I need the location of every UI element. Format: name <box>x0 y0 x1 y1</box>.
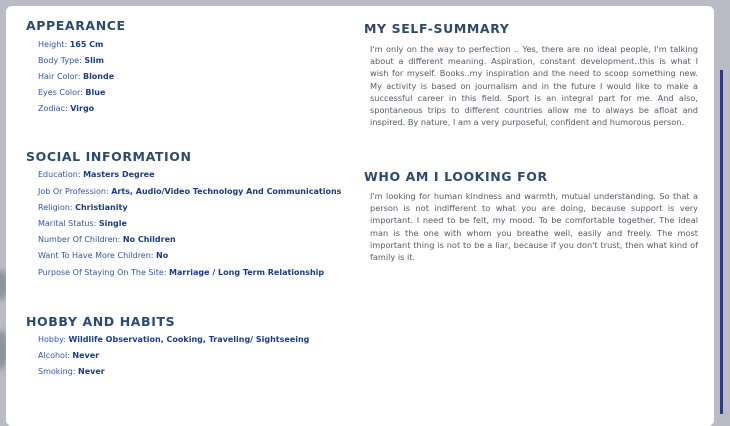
field-label: Purpose Of Staying On The Site: <box>38 268 167 277</box>
field-label: Hair Color: <box>38 72 81 81</box>
field-label: Want To Have More Children: <box>38 251 154 260</box>
field-label: Body Type: <box>38 56 82 65</box>
field-purpose <box>38 268 324 277</box>
field-hair-color <box>38 72 114 81</box>
field-value: Arts, Audio/Video Technology And Communications <box>111 187 342 196</box>
field-education <box>38 170 155 179</box>
field-value: Single <box>98 219 127 228</box>
field-value: 165 Cm <box>69 40 104 49</box>
field-religion <box>38 203 128 212</box>
field-hobby <box>38 335 309 344</box>
field-body-type <box>38 56 104 65</box>
scroll-rail <box>720 70 723 414</box>
field-label: Smoking: <box>38 367 76 376</box>
field-label: Religion: <box>38 203 73 212</box>
field-zodiac <box>38 104 94 113</box>
field-value: Virgo <box>70 104 95 113</box>
field-value: Christianity <box>75 203 128 212</box>
looking-for-title: WHO AM I LOOKING FOR <box>364 169 548 184</box>
field-eyes-color <box>38 88 105 97</box>
field-value: No <box>156 251 169 260</box>
field-value: Slim <box>84 56 104 65</box>
field-value: Blue <box>85 88 106 97</box>
profile-details-card <box>6 6 714 426</box>
field-height <box>38 40 103 49</box>
field-value: Masters Degree <box>83 170 155 179</box>
field-label: Eyes Color: <box>38 88 83 97</box>
field-number-of-children <box>38 235 176 244</box>
field-value: No Children <box>122 235 176 244</box>
self-summary-text: I'm only on the way to perfection .. Yes, there are no ideal people, I'm talking about a different meaning. Aspiration, constant development..this is what I wish for myself. Books..my inspiration and the need to scoop something new. My activity is based on journalism and in the future I would like to make a successful career in this field. Sport is an integral part for me. And also, spontaneous trips to different countries allow me to always be afloat and inspired. By nature, I am a very purposeful, confident and humorous person. <box>370 44 698 128</box>
field-smoking <box>38 367 105 376</box>
field-value: Never <box>78 367 105 376</box>
field-label: Marital Status: <box>38 219 97 228</box>
field-label: Height: <box>38 40 68 49</box>
field-label: Number Of Children: <box>38 235 121 244</box>
field-value: Blonde <box>82 72 115 81</box>
field-label: Education: <box>38 170 81 179</box>
appearance-title: APPEARANCE <box>26 18 126 33</box>
field-label: Alcohol: <box>38 351 70 360</box>
social-information-title: SOCIAL INFORMATION <box>26 149 192 164</box>
field-job <box>38 187 341 196</box>
field-value: Marriage / Long Term Relationship <box>169 268 325 277</box>
looking-for-text: I'm looking for human kindness and warmth, mutual understanding. So that a person is not indifferent to what you are doing, because support is very important. I need to be felt, my mood. To be comfortable together. The ideal man is the one with whom you breathe well, easily and freely. The most important thing is not to be a liar, because if you don't trust, then what kind of family is it. <box>370 191 698 263</box>
field-label: Hobby: <box>38 335 66 344</box>
field-marital-status <box>38 219 127 228</box>
field-label: Job Or Profession: <box>38 187 109 196</box>
field-want-more-children <box>38 251 168 260</box>
hobby-and-habits-title: HOBBY AND HABITS <box>26 314 176 329</box>
field-alcohol <box>38 351 99 360</box>
field-value: Never <box>72 351 100 360</box>
field-label: Zodiac: <box>38 104 68 113</box>
self-summary-title: MY SELF-SUMMARY <box>364 21 510 36</box>
field-value: Wildlife Observation, Cooking, Traveling/ Sightseeing <box>68 335 310 344</box>
